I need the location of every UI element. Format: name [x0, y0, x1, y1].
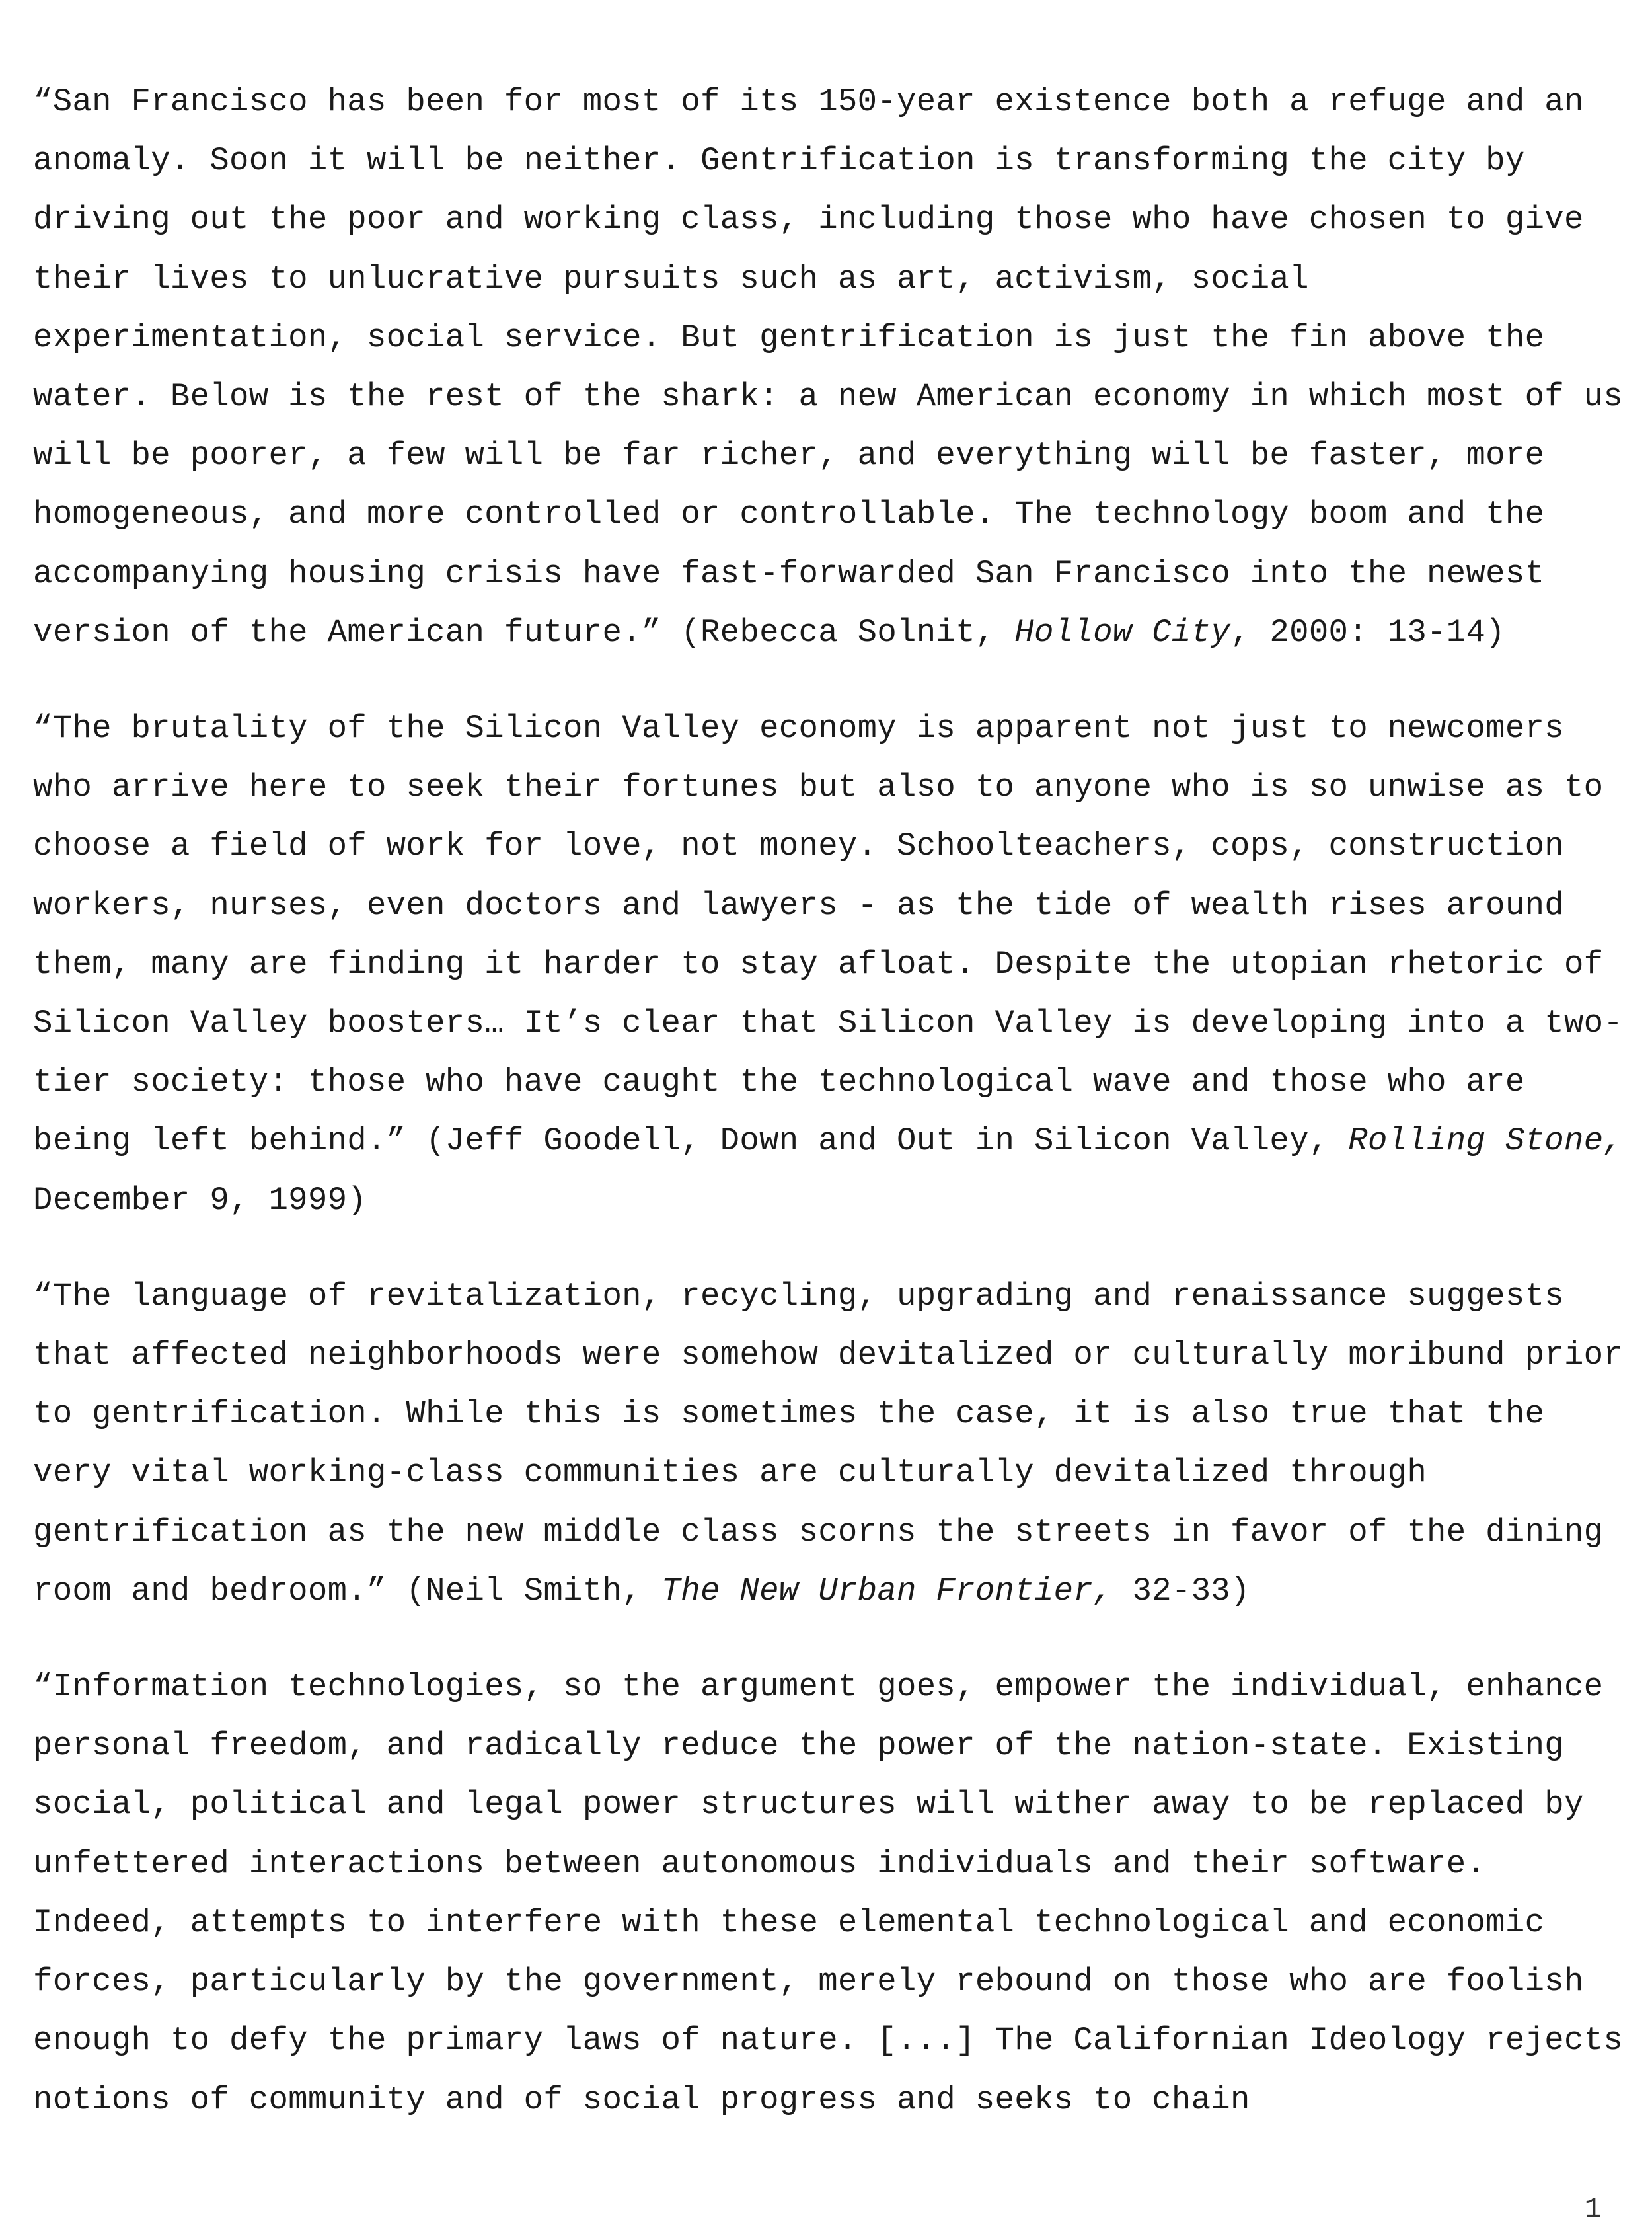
quote-text: “Information technologies, so the argument goes, empower the individual, enhance personal freedom, and radically reduce the power of the nation-state. Existing social, political and legal power structures will wither away to be replaced by unfettered interactions between autonomous individuals and their software. Indeed, attempts to interfere with these elemental technological and economic forces, particularly by the government, merely rebound on those who are foolish enough to defy the primary laws of nature. [...] The Californian Ideology rejects notions of community and of social progress and seeks to chain — [33, 1668, 1624, 2118]
quote-californian-ideology — [33, 1658, 1632, 2130]
quote-citation-prefix: (Neil Smith, — [386, 1572, 661, 1609]
quote-smith — [33, 1267, 1632, 1621]
quote-citation-suffix: 32-33) — [1112, 1572, 1250, 1609]
quote-text: “The brutality of the Silicon Valley economy is apparent not just to newcomers who arrive here to seek their fortunes but also to anyone who is so unwise as to choose a field of work for love, not money. Schoolteachers, cops, construction workers, nurses, even doctors and lawyers - as the tide of wealth rises around them, many are finding it harder to stay afloat. Despite the utopian rhetoric of Silicon Valley boosters… It’s clear that Silicon Valley is developing into a two-tier society: those who have caught the technological wave and those who are being left behind.” — [33, 710, 1624, 1160]
quote-text: “San Francisco has been for most of its 150-year existence both a refuge and an anomaly. Soon it will be neither. Gentrification is transforming the city by driving out the poor and working class, including those who have chosen to give their lives to unlucrative pursuits such as art, activism, social experimentation, social service. But gentrification is just the fin above the water. Below is the rest of the shark: a new American economy in which most of us will be poorer, a few will be far richer, and everything will be faster, more homogeneous, and more controlled or controllable. The technology boom and the accompanying housing crisis have fast-forwarded San Francisco into the newest version of the American future.” — [33, 83, 1624, 651]
quote-citation-suffix: , 2000: 13-14) — [1230, 613, 1505, 651]
quote-solnit — [33, 73, 1632, 662]
quote-text: “The language of revitalization, recycling, upgrading and renaissance suggests that affected neighborhoods were somehow devitalized or culturally moribund prior to gentrification. While this is sometimes the case, it is also true that the very vital working-class communities are culturally devitalized through gentrification as the new middle class scorns the streets in favor of the dining room and bedroom.” — [33, 1277, 1624, 1609]
quote-citation-title: The New Urban Frontier, — [661, 1572, 1113, 1609]
quote-citation-title: Hollow City — [1014, 613, 1231, 651]
quote-citation-prefix: (Rebecca Solnit, — [661, 613, 1015, 651]
quote-citation-suffix: December 9, 1999) — [33, 1181, 367, 1219]
quote-goodell — [33, 699, 1632, 1230]
page-number: 1 — [1584, 2193, 1602, 2226]
quote-citation-title: Rolling Stone, — [1348, 1122, 1624, 1160]
quotes-body — [33, 73, 1632, 2167]
quote-citation-prefix: (Jeff Goodell, Down and Out in Silicon Valley, — [406, 1122, 1349, 1160]
